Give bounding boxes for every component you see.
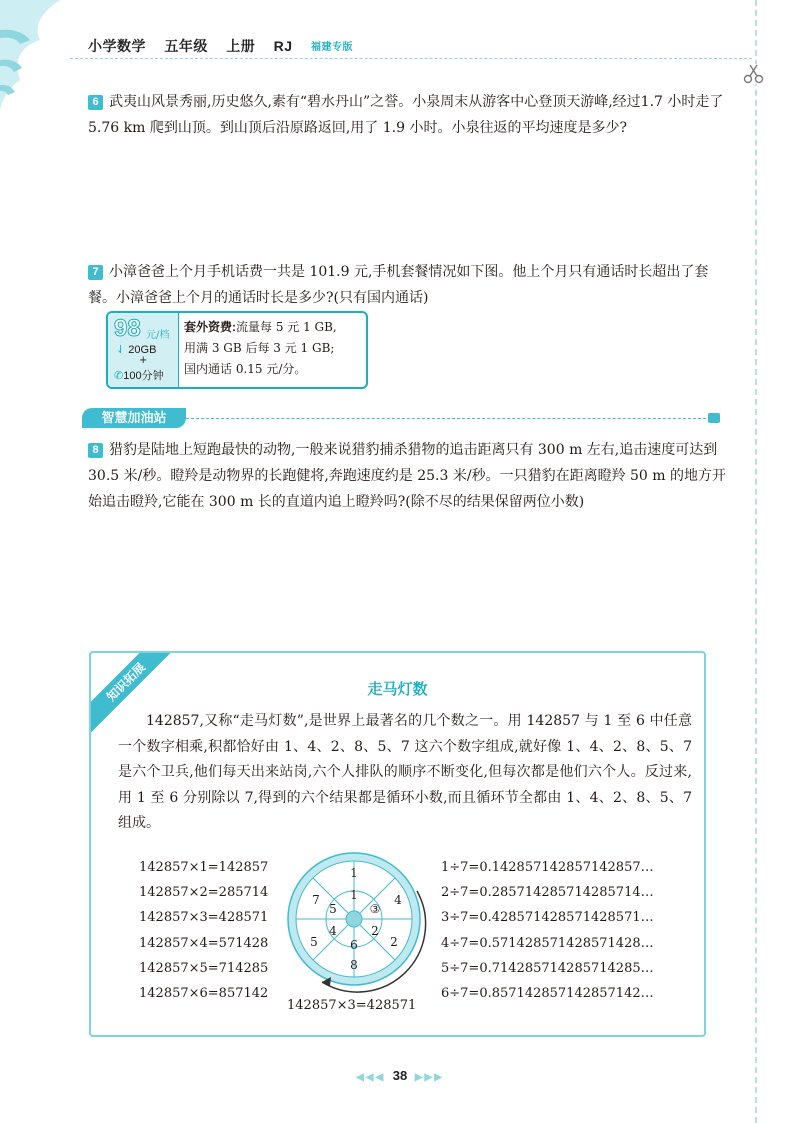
- phone-icon: ✆: [114, 370, 124, 382]
- product-list: [139, 855, 268, 1006]
- plan-summary: [108, 313, 179, 387]
- wheel-inner-label: 2: [371, 924, 379, 938]
- wheel-outer-label: 4: [394, 893, 402, 907]
- question-8: [88, 437, 728, 515]
- extra-fee-line1: 流量每 5 元 1 GB,: [236, 320, 337, 334]
- header-badge: 福建专版: [310, 42, 353, 53]
- division-item: 2÷7=0.285714285714285714…: [441, 885, 654, 901]
- wheel-inner-label: 4: [329, 924, 337, 938]
- cut-line: [755, 0, 757, 1123]
- question-text: 小漳爸爸上个月手机话费一共是 101.9 元,手机套餐情况如下图。他上个月只有通话时长超出了套餐。小漳爸爸上个月的通话时长是多少?(只有国内通话): [88, 264, 709, 306]
- extension-body: 142857,又称“走马灯数”,是世界上最著名的几个数之一。用 142857 与 1 至 6 中任意一个数字相乘,积都恰好由 1、4、2、8、5、7 这六个数字组成,就好像 1、4、2、8、5、7 是六个卫兵,他们每天出来站岗,六个人排队的顺序不断变化,但每次都是他们六个人。反过来,用 1 至 6 分别除以 7,得到的六个结果都是循环小数,而且循环节全都由 1、4、2、8、5、7 组成。: [118, 713, 692, 831]
- product-item: 142857×6=857142: [139, 986, 269, 1002]
- product-item: 142857×1=142857: [139, 860, 269, 875]
- header-volume: 上册: [226, 38, 256, 54]
- extension-ribbon: 知识拓展: [89, 651, 180, 736]
- question-text: 猎豹是陆地上短跑最快的动物,一般来说猎豹捕杀猎物的追击距离只有 300 m 左右,追击速度可达到30.5 米/秒。瞪羚是动物界的长跑健将,奔跑速度约是 25.3 米/秒。一只猎豹在距离瞪羚 50 m 的地方开始追击瞪羚,它能在 300 m 长的直道内追上瞪羚吗?(除不尽的结果保留两位小数): [88, 442, 727, 510]
- division-list: [441, 855, 654, 1006]
- plan-price: 98: [114, 315, 141, 342]
- division-item: 5÷7=0.714285714285714285…: [441, 960, 654, 976]
- header-subject: 小学数学: [88, 38, 146, 54]
- knowledge-extension-box: [89, 651, 706, 1037]
- division-item: 6÷7=0.857142857142857142…: [441, 986, 654, 1002]
- header-divider: [70, 58, 752, 59]
- question-number: 8: [88, 443, 103, 458]
- wheel-inner-label: 1: [350, 888, 358, 902]
- plan-plus: +: [139, 355, 148, 366]
- extra-fee-title: 套外资费:: [184, 320, 236, 334]
- extension-title: 走马灯数: [367, 681, 428, 698]
- wheel-outer-label: 1: [350, 866, 358, 880]
- product-item: 142857×5=714285: [139, 960, 269, 976]
- corner-pagoda-decoration: [0, 0, 80, 110]
- section-tag: 智慧加油站: [82, 408, 186, 428]
- section-divider: [186, 418, 711, 419]
- product-item: 142857×4=571428: [139, 935, 269, 951]
- product-item: 142857×2=285714: [139, 885, 269, 901]
- plan-data-label: 20GB: [128, 344, 157, 356]
- wheel-inner-label: 5: [329, 902, 337, 916]
- question-text: 武夷山风景秀丽,历史悠久,素有“碧水丹山”之誉。小泉周末从游客中心登顶天游峰,经过1.7 小时走了 5.76 km 爬到山顶。到山顶后沿原路返回,用了 1.9 小时。小泉往返的平均速度是多少?: [88, 94, 724, 136]
- pencil-icon: [708, 413, 720, 423]
- plan-unit: 元/档: [146, 330, 170, 341]
- page-header: [88, 36, 367, 56]
- data-arrow-icon: ⇃: [116, 344, 126, 356]
- wheel-inner-label: 6: [350, 938, 358, 952]
- question-number: 6: [88, 95, 103, 110]
- plan-voice-label: 100分钟: [123, 370, 164, 382]
- page-footer: [0, 1068, 800, 1083]
- right-arrows-icon: ▶▶▶: [414, 1072, 444, 1083]
- header-edition: RJ: [273, 38, 293, 54]
- plan-extra-fees: [184, 317, 364, 380]
- lantern-wheel-diagram: [284, 849, 434, 995]
- phone-plan-card: [106, 311, 368, 389]
- wheel-outer-label: 5: [310, 935, 318, 949]
- wheel-caption: 142857×3=428571: [287, 998, 417, 1013]
- left-arrows-icon: ◀◀◀: [356, 1072, 386, 1083]
- header-grade: 五年级: [164, 38, 208, 54]
- extra-fee-line3: 国内通话 0.15 元/分。: [184, 362, 307, 376]
- question-6: [88, 89, 728, 141]
- division-item: 4÷7=0.571428571428571428…: [441, 935, 654, 951]
- wheel-outer-label: 2: [390, 935, 398, 949]
- plan-data: [116, 343, 156, 356]
- product-item: 142857×3=428571: [139, 910, 269, 926]
- scissors-icon: [742, 64, 768, 84]
- question-number: 7: [88, 265, 103, 280]
- wheel-inner-label: ③: [369, 902, 381, 916]
- division-item: 3÷7=0.428571428571428571…: [441, 910, 654, 926]
- extra-fee-line2: 用满 3 GB 后每 3 元 1 GB;: [184, 341, 335, 355]
- wheel-outer-label: 7: [312, 893, 320, 907]
- division-item: 1÷7=0.142857142857142857…: [441, 860, 654, 875]
- question-7: [88, 259, 728, 311]
- wheel-outer-label: 8: [350, 958, 358, 972]
- page-number: 38: [392, 1068, 408, 1083]
- plan-voice: [114, 367, 164, 383]
